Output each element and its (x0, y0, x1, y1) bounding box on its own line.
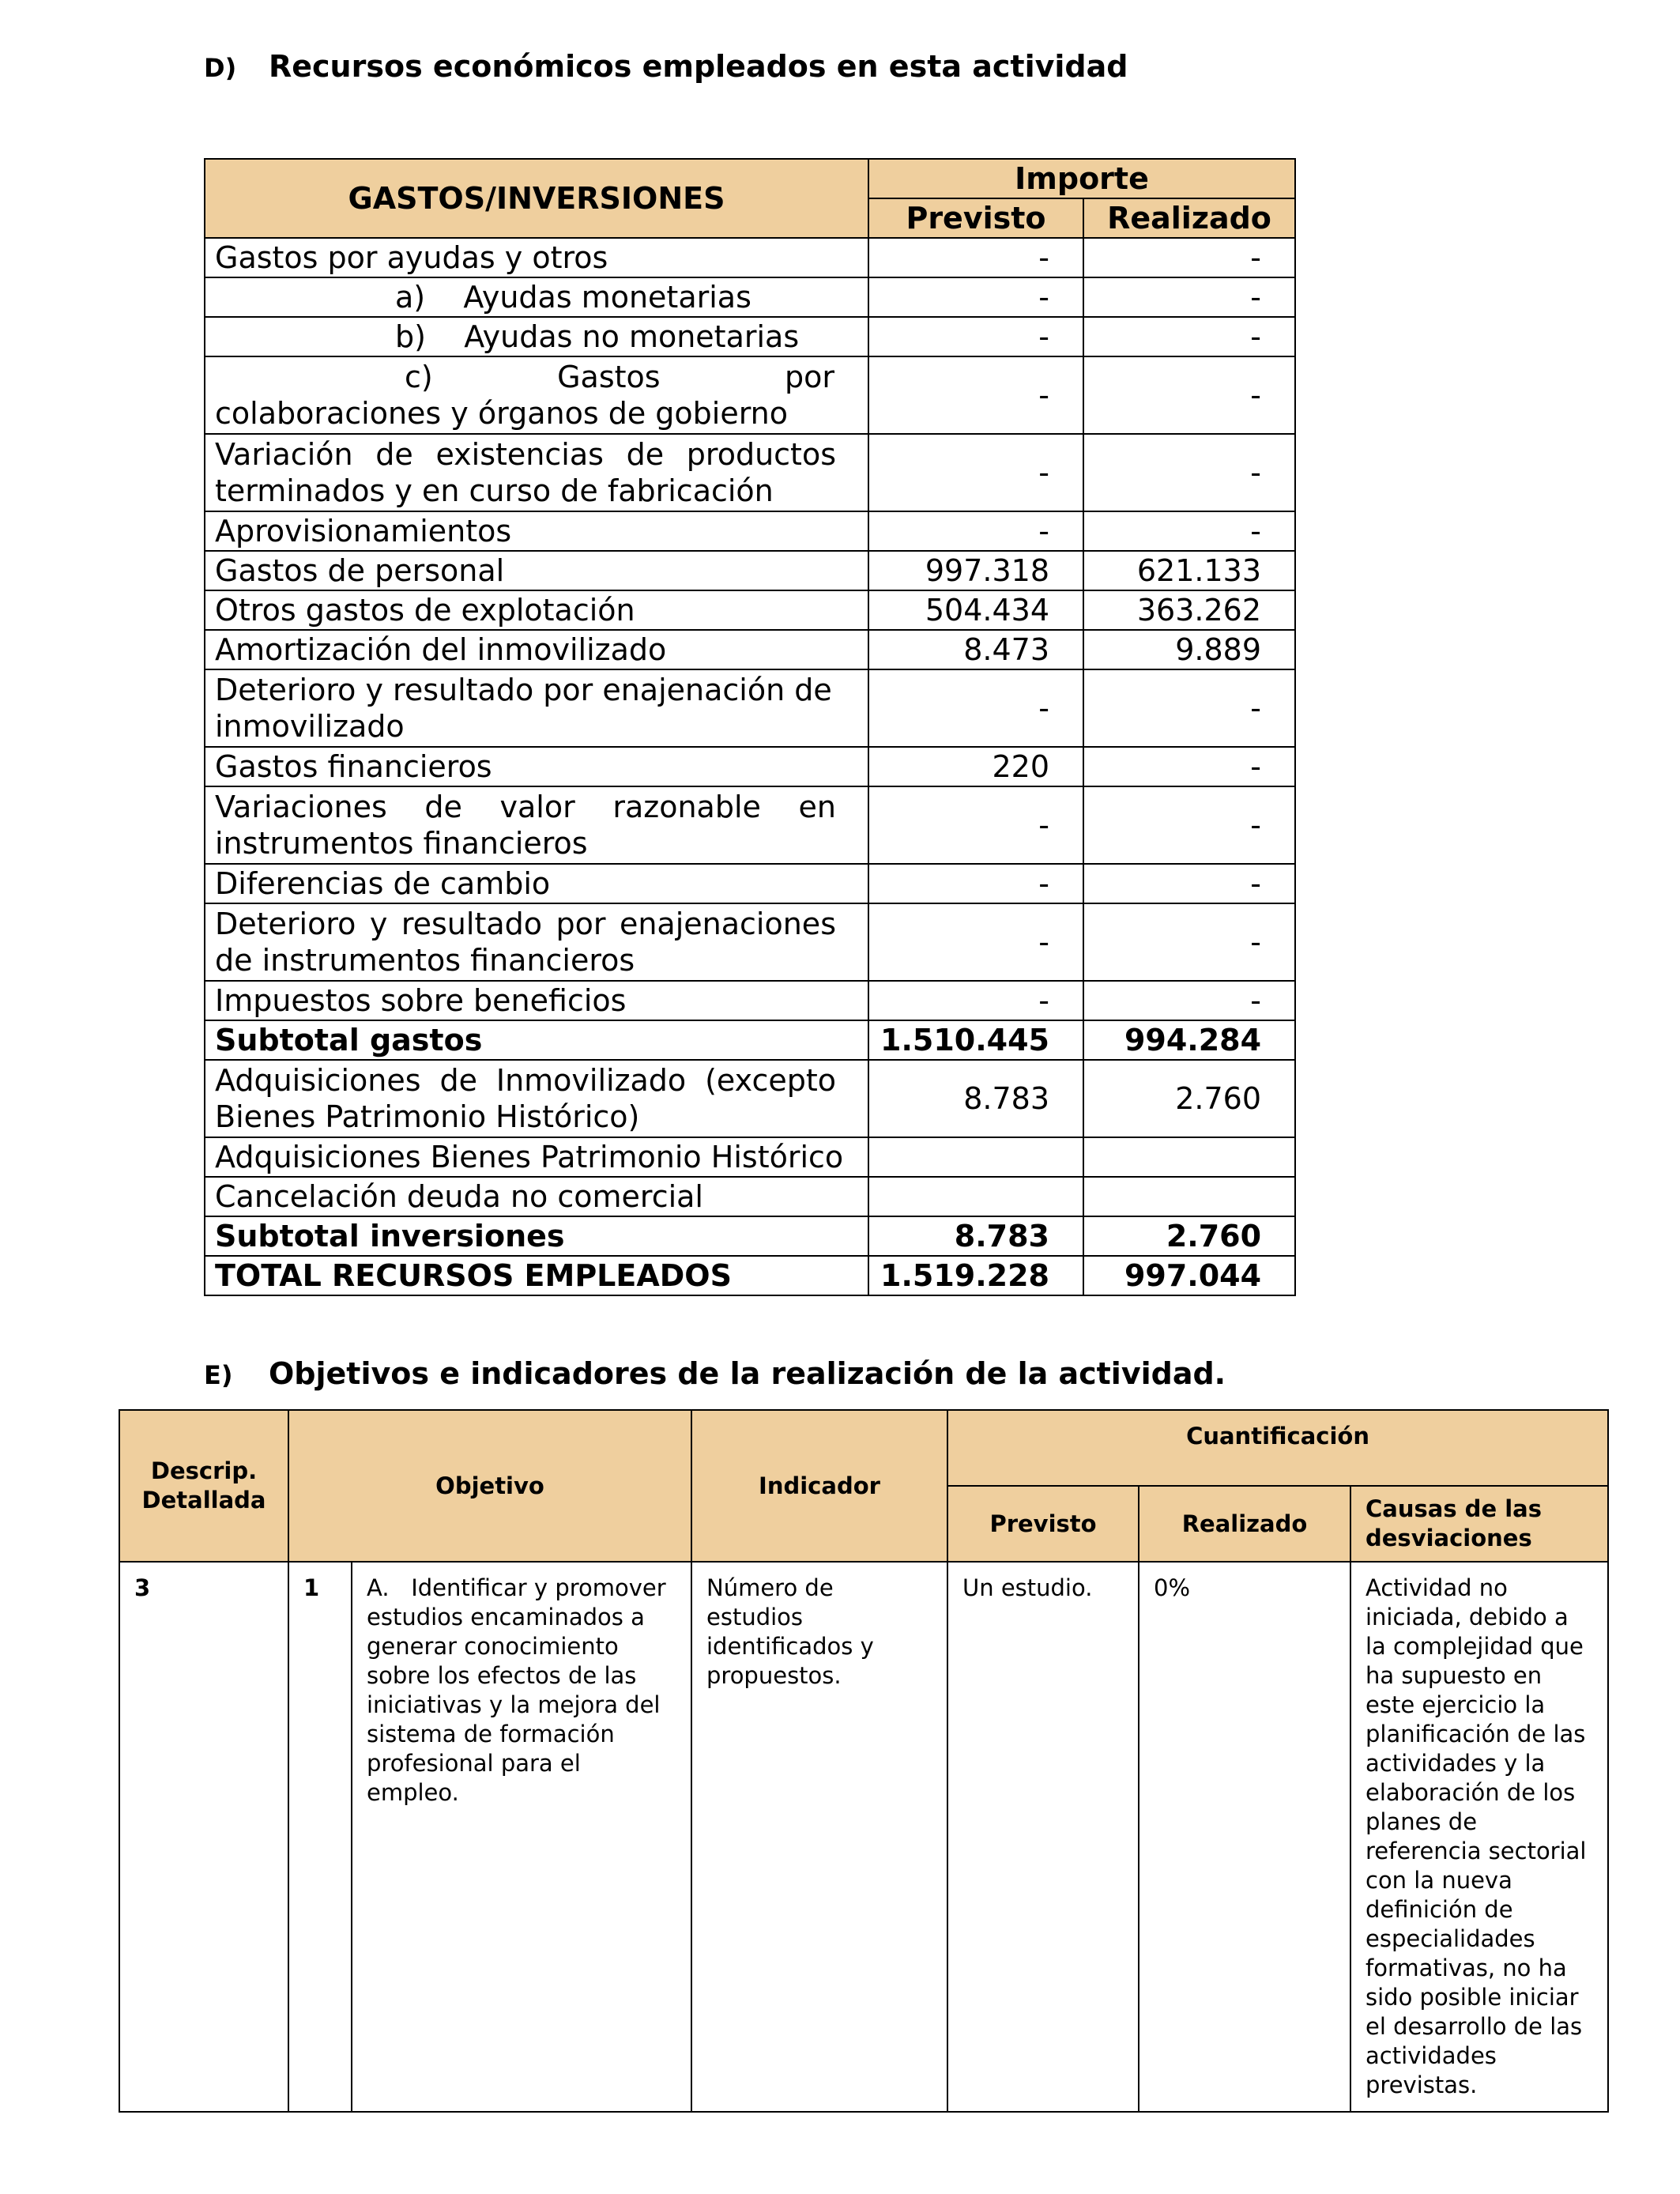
cell-objetivo: A. Identificar y promover estudios encaminados a generar conocimiento sobre los efectos de las iniciativas y la mejora del sistema de formación profesional para el empleo. (352, 1562, 691, 2112)
table-row: Otros gastos de explotación 504.434 363.262 (205, 590, 1295, 630)
header-previsto: Previsto (947, 1486, 1139, 1562)
table-row: Diferencias de cambio - - (205, 864, 1295, 903)
cell-descrip: 3 (119, 1562, 288, 2112)
section-d-title: Recursos económicos empleados en esta actividad (269, 49, 1128, 84)
section-d-label: D) (204, 53, 237, 83)
subtotal-inversiones-row: Subtotal inversiones 8.783 2.760 (205, 1216, 1295, 1256)
header-objetivo: Objetivo (288, 1410, 691, 1562)
header-realizado: Realizado (1083, 198, 1295, 238)
header-realizado: Realizado (1139, 1486, 1350, 1562)
table-row: b) Ayudas no monetarias - - (205, 317, 1295, 356)
section-e-heading (204, 1356, 1226, 1391)
table-row: Variaciones de valor razonable en instrumentos financieros - - (205, 786, 1295, 864)
total-row: TOTAL RECURSOS EMPLEADOS 1.519.228 997.044 (205, 1256, 1295, 1295)
table-row: Gastos de personal 997.318 621.133 (205, 551, 1295, 590)
table-row: Impuestos sobre beneficios - - (205, 981, 1295, 1020)
section-d-heading (204, 49, 1128, 84)
resources-table (204, 158, 1296, 1296)
header-cuantificacion: Cuantificación (947, 1410, 1608, 1486)
table-row: Cancelación deuda no comercial (205, 1177, 1295, 1216)
table-row: a) Ayudas monetarias - - (205, 277, 1295, 317)
section-e-label: E) (204, 1360, 233, 1390)
cell-num: 1 (288, 1562, 352, 2112)
header-descrip: Descrip. Detallada (119, 1410, 288, 1562)
cell-indicador: Número de estudios identificados y propuestos. (691, 1562, 947, 2112)
table-row: Gastos por ayudas y otros - - (205, 238, 1295, 277)
header-previsto: Previsto (868, 198, 1083, 238)
cell-causas: Actividad no iniciada, debido a la complejidad que ha supuesto en este ejercicio la planificación de las actividades y la elaboración de los planes de referencia sectorial con la nueva definición de especialidades formativas, no ha sido posible iniciar el desarrollo de las actividades previstas. (1350, 1562, 1608, 2112)
objectives-table (119, 1409, 1609, 2113)
cell-previsto: Un estudio. (947, 1562, 1139, 2112)
header-indicador: Indicador (691, 1410, 947, 1562)
table-row: Deterioro y resultado por enajenaciones de instrumentos financieros - - (205, 903, 1295, 981)
table-row: c) Gastos por colaboraciones y órganos de gobierno - - (205, 356, 1295, 434)
table-row: Variación de existencias de productos terminados y en curso de fabricación - - (205, 434, 1295, 511)
section-e-title: Objetivos e indicadores de la realización de la actividad. (269, 1356, 1226, 1391)
table-row: Amortización del inmovilizado 8.473 9.889 (205, 630, 1295, 669)
subtotal-gastos-row: Subtotal gastos 1.510.445 994.284 (205, 1020, 1295, 1060)
table-row: Deterioro y resultado por enajenación de inmovilizado - - (205, 669, 1295, 747)
header-importe: Importe (868, 159, 1295, 198)
table-row: Aprovisionamientos - - (205, 511, 1295, 551)
table-row (119, 1562, 1608, 2112)
header-gastos-inversiones: GASTOS/INVERSIONES (205, 159, 868, 238)
cell-realizado: 0% (1139, 1562, 1350, 2112)
table-row: Adquisiciones de Inmovilizado (excepto Bienes Patrimonio Histórico) 8.783 2.760 (205, 1060, 1295, 1137)
header-causas: Causas de las desviaciones (1350, 1486, 1608, 1562)
table-row: Gastos financieros 220 - (205, 747, 1295, 786)
table-row: Adquisiciones Bienes Patrimonio Histórico (205, 1137, 1295, 1177)
